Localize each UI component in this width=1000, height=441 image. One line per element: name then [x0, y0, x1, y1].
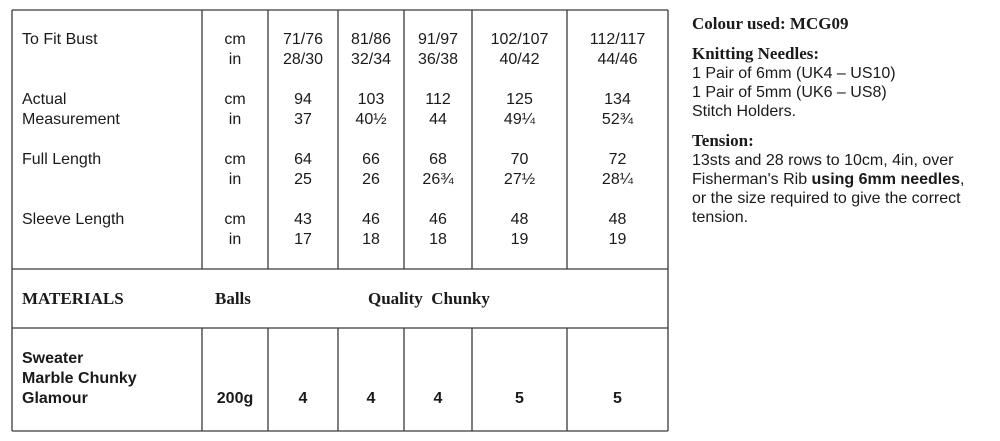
unit-cm: cm	[224, 31, 246, 48]
table-cell: 44	[429, 111, 447, 128]
quantity-cell: 4	[366, 390, 376, 407]
table-cell: 17	[294, 231, 312, 248]
tension-line: 13sts and 28 rows to 10cm, 4in, over	[692, 152, 954, 169]
table-cell: 72	[608, 151, 627, 168]
tension-text: ,	[960, 171, 965, 188]
table-cell: 32/34	[350, 51, 392, 68]
table-cell: 18	[429, 231, 447, 248]
table-cell: 44/46	[597, 51, 638, 68]
table-cell: 43	[294, 211, 312, 228]
needles-line: 1 Pair of 6mm (UK4 – US10)	[692, 65, 896, 82]
tension-heading: Tension:	[692, 131, 754, 150]
table-cell: 64	[294, 151, 312, 168]
table-cell: 19	[608, 231, 627, 248]
table-cell: 28/30	[282, 51, 324, 68]
item-line-glamour: Glamour	[22, 390, 88, 407]
table-cell: 19	[510, 231, 529, 248]
table-cell: 37	[294, 111, 312, 128]
materials-heading: MATERIALS	[22, 289, 124, 308]
row-label-measurement: Measurement	[22, 111, 120, 128]
table-cell: 36/38	[417, 51, 459, 68]
tension-line: tension.	[692, 209, 749, 226]
quantity-cell: 5	[515, 390, 524, 407]
table-cell: 27½	[503, 171, 536, 188]
row-label-actual: Actual	[22, 91, 67, 108]
quantity-cell: 5	[613, 390, 622, 407]
unit-cm: cm	[224, 91, 246, 108]
table-cell: 25	[294, 171, 312, 188]
tension-needles-emphasis: using 6mm needles	[811, 171, 961, 188]
unit-cm: cm	[224, 211, 246, 228]
balls-label: Balls	[215, 289, 251, 308]
table-cell: 18	[362, 231, 380, 248]
tension-text: Fisherman's Rib	[692, 171, 812, 188]
table-cell: 26	[362, 171, 380, 188]
item-line-sweater: Sweater	[22, 350, 84, 367]
table-cell: 112	[425, 91, 451, 108]
unit-in: in	[228, 231, 242, 248]
table-cell: 66	[362, 151, 380, 168]
unit-in: in	[228, 111, 242, 128]
table-cell: 70	[510, 151, 529, 168]
table-cell: 46	[429, 211, 447, 228]
unit-cm: cm	[224, 151, 246, 168]
table-cell: 112/117	[589, 31, 646, 48]
table-cell: 46	[362, 211, 380, 228]
table-cell: 48	[608, 211, 627, 228]
tension-line: or the size required to give the correct	[692, 190, 961, 207]
table-cell: 81/86	[350, 31, 392, 48]
table-cell: 52¾	[601, 111, 634, 128]
table-cell: 49¼	[503, 111, 536, 128]
row-label-sleeve-length: Sleeve Length	[22, 211, 125, 228]
ball-weight: 200g	[216, 390, 254, 407]
table-cell: 94	[294, 91, 312, 108]
table-cell: 102/107	[490, 31, 549, 48]
table-cell: 48	[510, 211, 529, 228]
table-cell: 125	[506, 91, 533, 108]
unit-in: in	[228, 51, 242, 68]
table-cell: 40½	[355, 111, 387, 128]
row-label-full-length: Full Length	[22, 151, 102, 168]
table-cell: 26¾	[422, 171, 454, 188]
unit-in: in	[228, 171, 242, 188]
table-cell: 103	[357, 91, 385, 108]
item-line-yarn: Marble Chunky	[22, 370, 137, 387]
tension-line	[692, 170, 997, 189]
needles-line: 1 Pair of 5mm (UK6 – US8)	[692, 84, 887, 101]
quality-label: Quality Chunky	[368, 289, 490, 308]
table-cell: 134	[604, 91, 631, 108]
table-cell: 40/42	[499, 51, 540, 68]
quantity-cell: 4	[298, 390, 308, 407]
table-cell: 71/76	[282, 31, 324, 48]
row-label-to-fit-bust: To Fit Bust	[22, 31, 98, 48]
quantity-cell: 4	[433, 390, 443, 407]
table-cell: 91/97	[417, 31, 459, 48]
needles-line: Stitch Holders.	[692, 103, 797, 120]
needles-heading: Knitting Needles:	[692, 44, 820, 63]
colour-used: Colour used: MCG09	[692, 14, 849, 33]
table-cell: 68	[429, 151, 447, 168]
info-panel	[692, 14, 997, 227]
table-cell: 28¼	[601, 171, 634, 188]
